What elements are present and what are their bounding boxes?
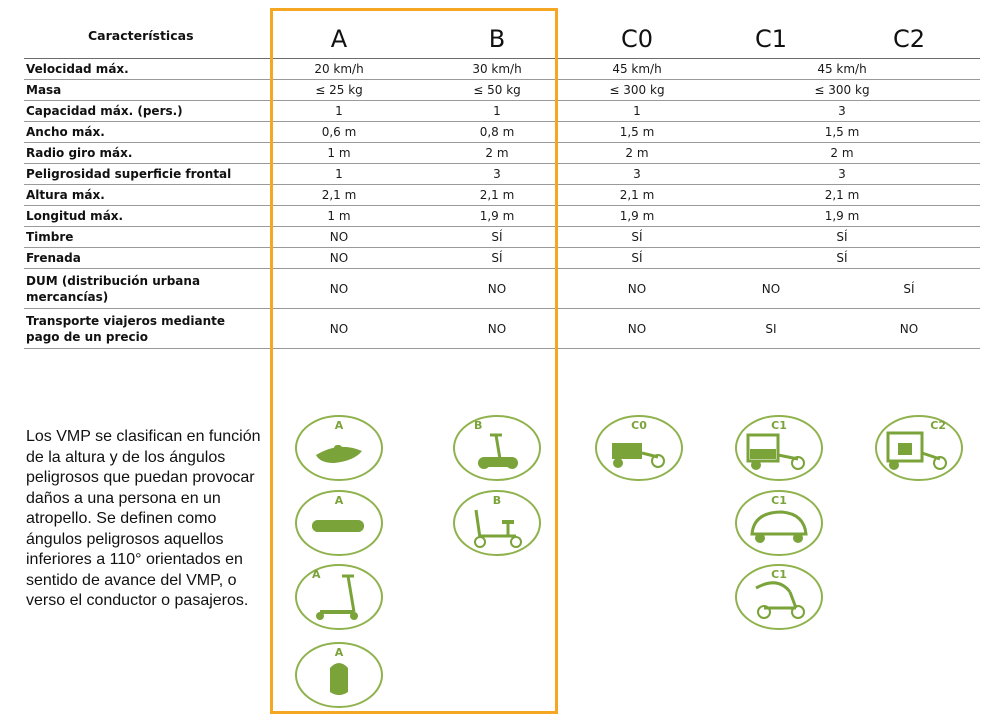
cell-c1-c2: 45 km/h (817, 62, 867, 76)
icon-label: B (492, 494, 502, 507)
cell-b: NO (487, 321, 507, 336)
cell-b: NO (487, 281, 507, 296)
description-text: Los VMP se clasifican en función de la altura y de los ángulos peligrosos que puedan provocar daños a una persona en un atropello. Se definen como ángulos peligrosos aquellos inferiores a 110° orientados en sentido de avance del VMP, o verso el conductor o pasajeros. (26, 428, 261, 609)
cell-c0: NO (627, 281, 647, 296)
row-label: Velocidad máx. (26, 62, 129, 76)
icon-label: A (334, 419, 344, 432)
cell-a: NO (329, 230, 349, 244)
header-col-a: A (330, 25, 348, 53)
header-col-c1: C1 (754, 25, 788, 53)
cell-c1-c2: SÍ (836, 230, 848, 244)
cell-c1-c2: 2,1 m (824, 188, 860, 202)
cell-c0: 1,9 m (619, 209, 655, 223)
cell-a: 2,1 m (321, 188, 357, 202)
segway-icon (452, 413, 542, 483)
hoverboard-icon (294, 488, 384, 558)
cell-a: 1 (335, 104, 343, 118)
row-label: Altura máx. (26, 188, 105, 202)
cell-a: NO (329, 281, 349, 296)
cell-b: ≤ 50 kg (473, 83, 521, 97)
row-label: Frenada (26, 251, 81, 265)
cell-c0: ≤ 300 kg (609, 83, 665, 97)
cell-c1-c2: SÍ (836, 251, 848, 265)
unicycle-icon (294, 640, 384, 710)
cell-a: ≤ 25 kg (315, 83, 363, 97)
trike-icon (734, 562, 824, 632)
cell-c0: NO (627, 321, 647, 336)
row-label-line: mercancías) (26, 289, 109, 304)
rickshaw-icon (734, 413, 824, 483)
cell-c1-c2: 2 m (830, 146, 854, 160)
cell-c0: 1 (633, 104, 641, 118)
cell-c1-c2: 1,9 m (824, 209, 860, 223)
row-label: Radio giro máx. (26, 146, 133, 160)
cell-b: SÍ (491, 251, 503, 265)
cell-c1-c2: ≤ 300 kg (814, 83, 870, 97)
icon-label: B (474, 419, 483, 432)
cell-c0: SÍ (631, 230, 643, 244)
cell-b: 30 km/h (472, 62, 522, 76)
header-label: Características (88, 28, 194, 43)
cargo-box-trike-icon (874, 413, 964, 483)
cell-c1-c2: 3 (838, 104, 846, 118)
header-col-c2: C2 (892, 25, 926, 53)
row-label: Ancho máx. (26, 125, 105, 139)
kick-scooter-icon (294, 562, 384, 632)
cell-b: SÍ (491, 230, 503, 244)
cell-c2: SÍ (903, 281, 915, 296)
cell-a: 0,6 m (321, 125, 357, 139)
icon-label: C1 (771, 419, 787, 432)
row-label-line: DUM (distribución urbana (26, 273, 201, 288)
row-label: Peligrosidad superficie frontal (26, 167, 232, 181)
cell-b: 2 m (485, 146, 509, 160)
row-label: Timbre (26, 230, 74, 244)
icon-label: C0 (631, 419, 647, 432)
row-label: Longitud máx. (26, 209, 124, 223)
cell-a: 20 km/h (314, 62, 364, 76)
cell-b: 0,8 m (479, 125, 515, 139)
cargo-trike-icon (594, 413, 684, 483)
monowheel-disc-icon (294, 413, 384, 483)
cell-c1-c2: 1,5 m (824, 125, 860, 139)
row-label: Capacidad máx. (pers.) (26, 104, 183, 118)
cell-c2: NO (899, 321, 919, 336)
row-label (26, 309, 225, 348)
row-label: Masa (26, 83, 62, 97)
header-col-b: B (488, 25, 506, 53)
icon-label: A (334, 646, 344, 659)
seated-scooter-icon (452, 488, 542, 558)
cell-c0: SÍ (631, 251, 643, 265)
pod-car-icon (734, 488, 824, 558)
cell-c1: SI (765, 321, 777, 336)
cell-c0: 2 m (625, 146, 649, 160)
cell-c0: 1,5 m (619, 125, 655, 139)
cell-b: 2,1 m (479, 188, 515, 202)
cell-c1-c2: 3 (838, 167, 846, 181)
cell-a: NO (329, 321, 349, 336)
cell-a: 1 (335, 167, 343, 181)
icon-label: A (334, 494, 344, 507)
icon-label: C1 (771, 494, 787, 507)
cell-c0: 3 (633, 167, 641, 181)
cell-b: 1 (493, 104, 501, 118)
icon-label: C1 (771, 568, 787, 581)
cell-a: 1 m (327, 209, 351, 223)
cell-a: 1 m (327, 146, 351, 160)
row-label-line: Transporte viajeros mediante (26, 313, 226, 328)
row-label-line: pago de un precio (26, 329, 148, 344)
cell-c0: 45 km/h (612, 62, 662, 76)
header-col-c0: C0 (620, 25, 654, 53)
cell-c0: 2,1 m (619, 188, 655, 202)
cell-b: 1,9 m (479, 209, 515, 223)
row-label (26, 269, 200, 308)
cell-c1: NO (761, 281, 781, 296)
cell-b: 3 (493, 167, 501, 181)
icon-label: A (312, 568, 321, 581)
icon-label: C2 (930, 419, 946, 432)
cell-a: NO (329, 251, 349, 265)
